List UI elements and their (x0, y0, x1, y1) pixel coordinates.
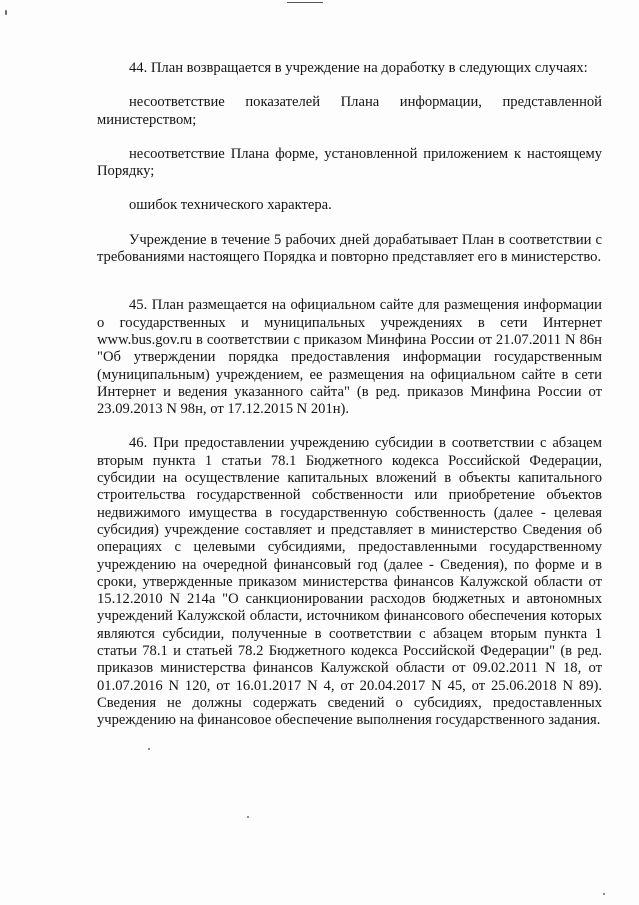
paragraph-44-rework: Учреждение в течение 5 рабочих дней дорабатывает План в соответствии с требованиями настоящего Порядка и повторно представляет его в министерство. (97, 231, 602, 266)
paragraph-44-case-2: несоответствие Плана форме, установленной приложением к настоящему Порядку; (97, 145, 602, 180)
paragraph-44-case-1: несоответствие показателей Плана информации, представленной министерством; (97, 94, 602, 128)
scan-speck (148, 748, 150, 750)
document-body (97, 60, 602, 730)
paragraph-44-case-3: ошибок технического характера. (129, 197, 332, 214)
scan-speck (603, 893, 605, 895)
paragraph-45: 45. План размещается на официальном сайте для размещения информации о государственных и муниципальных учреждениях в сети Интернет www.bus.gov.ru в соответствии с приказом Минфина России от 21.07.2011 N 86н "Об утверждении порядка предоставления информации государственным (муниципальным) учреждением, ее размещения на официальном сайте в сети Интернет и ведения указанного сайта" (в ред. приказов Минфина России от 23.09.2013 N 98н, от 17.12.2015 N 201н). (97, 297, 602, 418)
scan-speck (247, 816, 249, 818)
top-scan-rule (287, 2, 323, 3)
paragraph-46: 46. При предоставлении учреждению субсидии в соответствии с абзацем вторым пункта 1 статьи 78.1 Бюджетного кодекса Российской Федерации, субсидии на осуществление капитальных вложений в объекты капитального строительства государственной собственности или приобретение объектов недвижимого имущества в государственную собственность (далее - целевая субсидия) учреждение составляет и представляет в министерство Сведения об операциях с целевыми субсидиями, предоставленными государственному учреждению на очередной финансовый год (далее - Сведения), по форме и в сроки, утвержденные приказом министерства финансов Калужской области от 15.12.2010 N 214а "О санкционировании расходов бюджетных и автономных учреждений Калужской области, источником финансового обеспечения которых являются субсидии, полученные в соответствии с абзацем вторым пункта 1 статьи 78.1 и статьей 78.2 Бюджетного кодекса Российской Федерации" (в ред. приказов министерства финансов Калужской области от 09.02.2011 N 18, от 01.07.2016 N 120, от 16.01.2017 N 4, от 20.04.2017 N 45, от 25.06.2018 N 89). Сведения не должны содержать сведений о субсидиях, предоставленных учреждению на финансовое обеспечение выполнения государственного задания. (97, 435, 602, 729)
scan-speck (5, 10, 7, 15)
paragraph-44-intro: 44. План возвращается в учреждение на доработку в следующих случаях: (129, 60, 588, 76)
